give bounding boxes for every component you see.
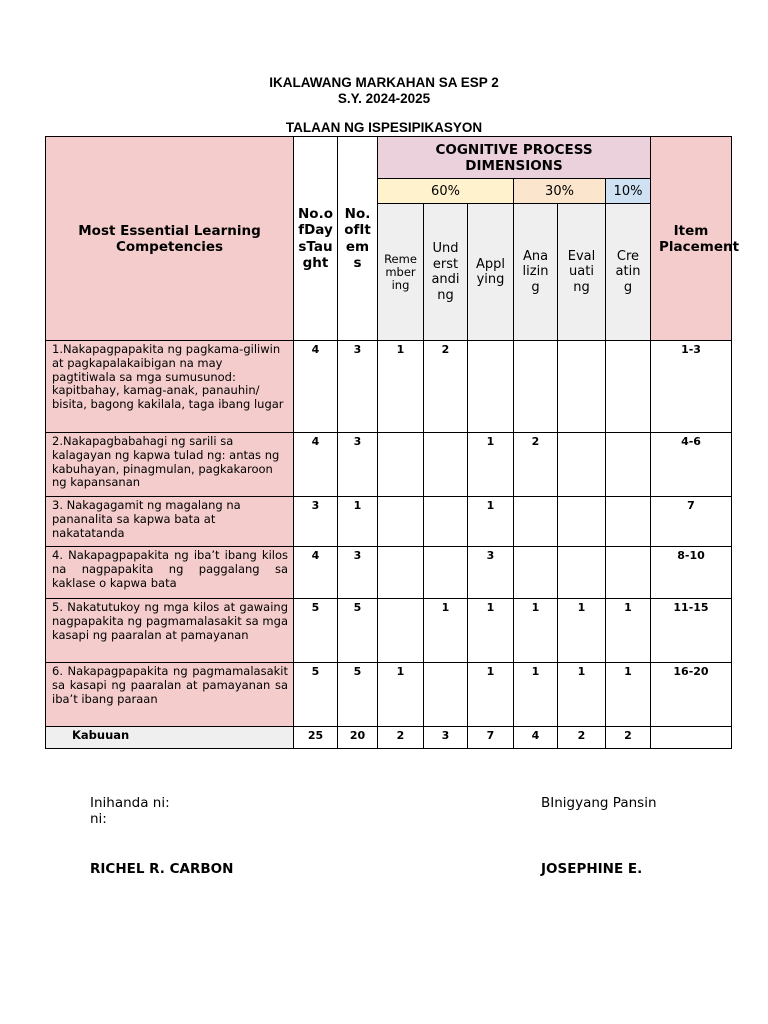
placement-cell: 7 (651, 497, 732, 547)
total-creating: 2 (606, 727, 651, 749)
understanding-cell (424, 433, 468, 497)
placement-cell: 11-15 (651, 599, 732, 663)
days-cell: 3 (294, 497, 338, 547)
items-cell: 3 (338, 433, 378, 497)
preparer-name: RICHEL R. CARBON (90, 861, 234, 877)
placement-cell: 4-6 (651, 433, 732, 497)
school-year: S.Y. 2024-2025 (337, 91, 431, 106)
items-cell: 5 (338, 599, 378, 663)
applying-cell: 1 (468, 663, 514, 727)
totals-row (46, 727, 732, 749)
days-cell: 4 (294, 547, 338, 599)
evaluating-cell: 1 (558, 599, 606, 663)
total-analyzing: 4 (514, 727, 558, 749)
remembering-cell: 1 (378, 663, 424, 727)
understanding-cell (424, 497, 468, 547)
noted-by-label: BInigyang Pansin (541, 795, 657, 811)
days-cell: 4 (294, 341, 338, 433)
items-cell: 1 (338, 497, 378, 547)
header-applying: Applying (468, 204, 514, 341)
days-cell: 5 (294, 599, 338, 663)
evaluating-cell (558, 433, 606, 497)
table-title: TALAAN NG ISPESIPIKASYON (285, 120, 483, 135)
placement-cell: 8-10 (651, 547, 732, 599)
noter-name: JOSEPHINE E. (541, 861, 643, 877)
total-remembering: 2 (378, 727, 424, 749)
header-items: No.ofItems (338, 137, 378, 341)
applying-cell: 3 (468, 547, 514, 599)
days-cell: 4 (294, 433, 338, 497)
creating-cell: 1 (606, 599, 651, 663)
specification-table (45, 136, 740, 749)
analyzing-cell (514, 497, 558, 547)
header-pct-30: 30% (514, 179, 606, 204)
analyzing-cell (514, 341, 558, 433)
analyzing-cell: 1 (514, 663, 558, 727)
prepared-by-label: Inihanda ni: (90, 795, 170, 811)
items-cell: 3 (338, 341, 378, 433)
total-items: 20 (338, 727, 378, 749)
header-remembering: Remembering (378, 204, 424, 341)
creating-cell (606, 497, 651, 547)
header-pct-10: 10% (606, 179, 651, 204)
total-evaluating: 2 (558, 727, 606, 749)
evaluating-cell (558, 547, 606, 599)
header-competencies: Most Essential Learning Competencies (46, 137, 294, 341)
creating-cell: 1 (606, 663, 651, 727)
competency-cell: 6. Nakapagpapakita ng pagmamalasakit sa kasapi ng paaralan at pamayanan sa iba’t ibang paraan (46, 663, 294, 727)
total-days: 25 (294, 727, 338, 749)
totals-label: Kabuuan (46, 727, 294, 749)
header-understanding: Understanding (424, 204, 468, 341)
placement-cell: 16-20 (651, 663, 732, 727)
table-row (46, 599, 732, 663)
total-placement (651, 727, 732, 749)
applying-cell: 1 (468, 599, 514, 663)
total-applying: 7 (468, 727, 514, 749)
understanding-cell (424, 663, 468, 727)
analyzing-cell: 1 (514, 599, 558, 663)
table-row (46, 547, 732, 599)
header-cognitive-dimensions: COGNITIVE PROCESS DIMENSIONS (378, 137, 651, 179)
header-creating: Creating (606, 204, 651, 341)
document-title: IKALAWANG MARKAHAN SA ESP 2 (269, 75, 499, 90)
applying-cell: 1 (468, 497, 514, 547)
table-row (46, 341, 732, 433)
evaluating-cell (558, 497, 606, 547)
table-row (46, 663, 732, 727)
analyzing-cell (514, 547, 558, 599)
placement-cell: 1-3 (651, 341, 732, 433)
prepared-by-wrap: ni: (90, 811, 107, 827)
items-cell: 3 (338, 547, 378, 599)
table-row (46, 433, 732, 497)
table-row (46, 497, 732, 547)
remembering-cell: 1 (378, 341, 424, 433)
header-days-taught: No.ofDaysTaught (294, 137, 338, 341)
items-cell: 5 (338, 663, 378, 727)
competency-cell: 3. Nakagagamit ng magalang na pananalita sa kapwa bata at nakatatanda (46, 497, 294, 547)
header-evaluating: Evaluating (558, 204, 606, 341)
header-item-placement: Item Placement (651, 137, 732, 341)
creating-cell (606, 341, 651, 433)
competency-cell: 1.Nakapagpapakita ng pagkama-giliwin at pagkapalakaibigan na may pagtitiwala sa mga sumusunod: kapitbahay, kamag-anak, panauhin/ bisita, bagong kakilala, taga ibang lugar (46, 341, 294, 433)
competency-cell: 5. Nakatutukoy ng mga kilos at gawaing nagpapakita ng pagmamalasakit sa mga kasapi ng paaralan at pamayanan (46, 599, 294, 663)
remembering-cell (378, 547, 424, 599)
creating-cell (606, 547, 651, 599)
evaluating-cell (558, 341, 606, 433)
days-cell: 5 (294, 663, 338, 727)
understanding-cell: 1 (424, 599, 468, 663)
understanding-cell: 2 (424, 341, 468, 433)
applying-cell (468, 341, 514, 433)
understanding-cell (424, 547, 468, 599)
header-analyzing: Analizing (514, 204, 558, 341)
remembering-cell (378, 599, 424, 663)
remembering-cell (378, 433, 424, 497)
total-understanding: 3 (424, 727, 468, 749)
applying-cell: 1 (468, 433, 514, 497)
creating-cell (606, 433, 651, 497)
competency-cell: 4. Nakapagpapakita ng iba’t ibang kilos na nagpapakita ng paggalang sa kaklase o kapwa bata (46, 547, 294, 599)
competency-cell: 2.Nakapagbabahagi ng sarili sa kalagayan ng kapwa tulad ng: antas ng kabuhayan, pinagmulan, pagkakaroon ng kapansanan (46, 433, 294, 497)
header-pct-60: 60% (378, 179, 514, 204)
analyzing-cell: 2 (514, 433, 558, 497)
remembering-cell (378, 497, 424, 547)
evaluating-cell: 1 (558, 663, 606, 727)
